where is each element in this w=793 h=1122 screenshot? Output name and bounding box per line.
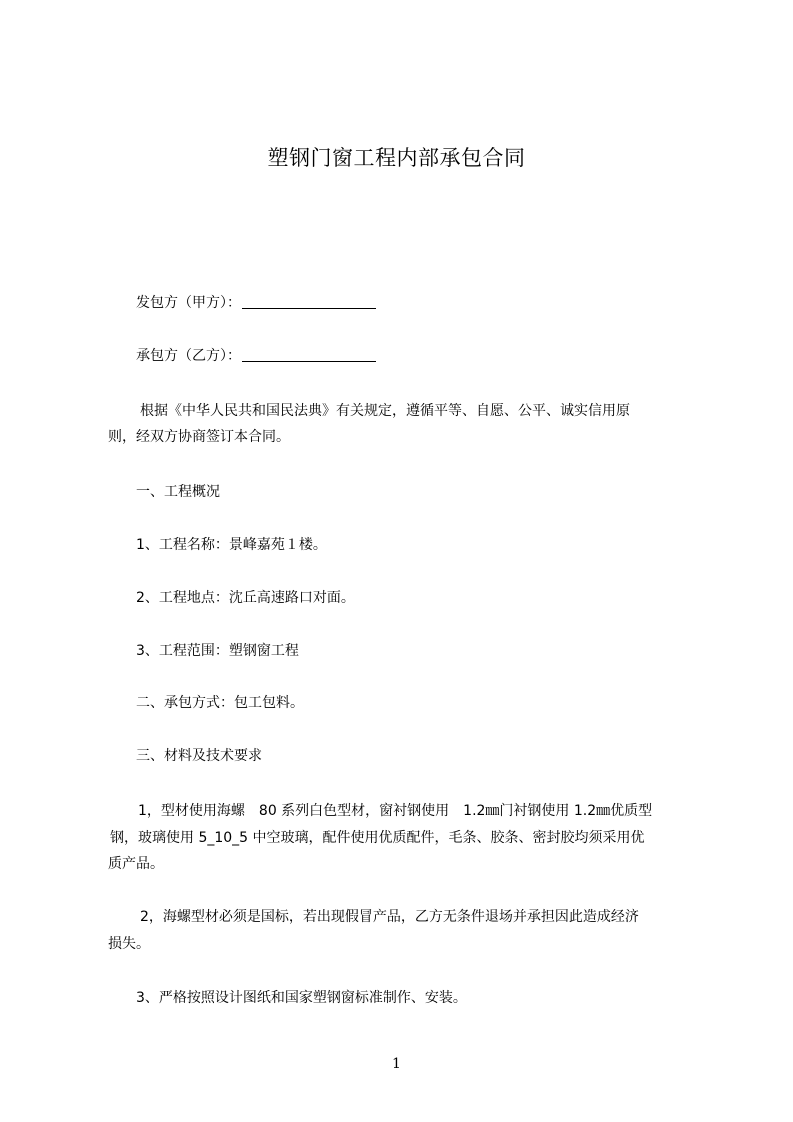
party-b-blank xyxy=(242,346,376,362)
party-a-label: 发包方（甲方）： xyxy=(136,295,241,311)
preamble-line-1: 根据《中华人民共和国民法典》有关规定，遵循平等、自愿、公平、诚实信用原 xyxy=(140,403,630,419)
section-3-heading: 三、材料及技术要求 xyxy=(136,748,262,764)
requirement-3: 3、严格按照设计图纸和国家塑钢窗标准制作、安装。 xyxy=(136,990,467,1006)
party-a-blank xyxy=(242,293,376,309)
contract-title: 塑钢门窗工程内部承包合同 xyxy=(267,146,526,170)
section-1-heading: 一、工程概况 xyxy=(136,484,220,500)
requirement-1-line-2: 钢，玻璃使用 5_10_5 中空玻璃，配件使用优质配件，毛条、胶条、密封胶均须采用优 xyxy=(110,830,645,846)
requirement-2-line-2: 损失。 xyxy=(108,936,150,952)
party-b-label: 承包方（乙方）： xyxy=(136,348,241,364)
section-2-heading: 二、承包方式：包工包料。 xyxy=(136,695,304,711)
preamble-line-2: 则，经双方协商签订本合同。 xyxy=(108,429,290,445)
item-project-name: 1、工程名称：景峰嘉苑１楼。 xyxy=(136,537,327,553)
requirement-2-line-1: 2，海螺型材必须是国标，若出现假冒产品，乙方无条件退场并承担因此造成经济 xyxy=(140,909,639,925)
party-b-line xyxy=(136,345,376,365)
item-project-location: 2、工程地点：沈丘高速路口对面。 xyxy=(136,590,355,606)
requirement-1-line-1: 1，型材使用海螺 80 系列白色型材，窗衬钢使用 1.2㎜门衬钢使用 1.2㎜优质型 xyxy=(138,803,653,819)
item-project-scope: 3、工程范围：塑钢窗工程 xyxy=(136,643,299,659)
party-a-line xyxy=(136,292,376,312)
page-number: 1 xyxy=(392,1056,401,1072)
requirement-1-line-3: 质产品。 xyxy=(108,856,164,872)
